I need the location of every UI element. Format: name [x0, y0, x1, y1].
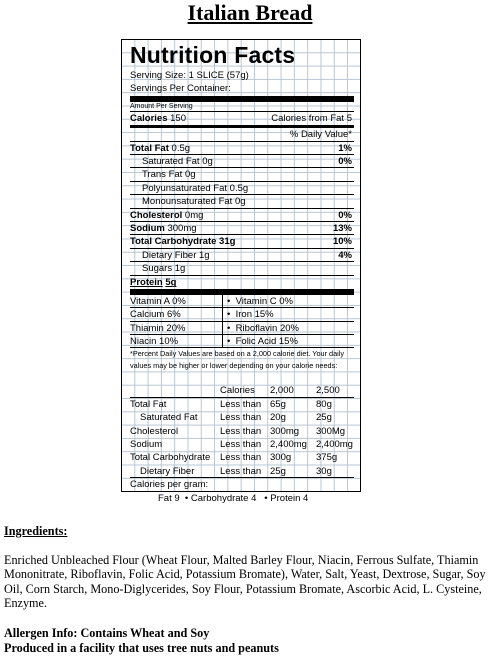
daily-table-row: Dietary Fiber Less than 25g 30g — [130, 465, 354, 478]
nutrient-cholesterol: Cholesterol 0mg 0% — [130, 209, 352, 221]
facility-note: Produced in a facility that uses tree nuts and peanuts — [4, 640, 279, 655]
allergen-info: Allergen Info: Contains Wheat and Soy — [4, 625, 210, 640]
calories-value: 150 — [170, 112, 186, 124]
daily-table-row: Cholesterol Less than 300mg 300Mg — [130, 425, 346, 437]
nutrient-total-carbohydrate: Total Carbohydrate 31g 10% — [130, 236, 352, 248]
calories-from-fat: Calories from Fat 5 — [271, 112, 352, 124]
per-gram-values: Fat 9 • Carbohydrate 4 • Protein 4 — [158, 492, 309, 504]
daily-table-row: Sodium Less than 2,400mg 2,400mg — [130, 438, 353, 450]
ingredients-text: Enriched Unbleached Flour (Wheat Flour, Malted Barley Flour, Niacin, Ferrous Sulfate, Thiamin Mononitrate, Riboflavin, Folic Acid, Potassium Bromate), Water, Salt, Yeast, Dextrose, Sugar, Soy Oil, Corn Starch, Mono-Diglycerides, Soy Flour, Potassium Bromate, Ascorbic Acid, L. Cysteine, Enzyme. — [4, 552, 486, 611]
vitamin-row: Vitamin A 0% • Vitamin C 0% — [130, 295, 354, 308]
nutrient-saturated-fat: Saturated Fat 0g 0% — [130, 155, 354, 168]
nutrient-polyunsaturated-fat: Polyunsaturated Fat 0.5g — [130, 182, 354, 195]
nutrient-trans-fat: Trans Fat 0g — [130, 168, 354, 181]
nutrition-facts-heading: Nutrition Facts — [130, 42, 296, 68]
nutrient-sodium: Sodium 300mg 13% — [130, 222, 352, 234]
ingredients-section — [4, 524, 496, 655]
amount-per-serving: Amount Per Serving — [130, 102, 354, 112]
serving-size: Serving Size: 1 SLICE (57g) — [130, 70, 249, 81]
servings-per-container: Servings Per Container: — [130, 83, 231, 95]
page-title: Italian Bread — [187, 0, 313, 25]
nutrient-sugars: Sugars 1g — [142, 263, 186, 275]
vitamin-row: Thiamin 20% • Riboflavin 20% — [130, 322, 354, 335]
daily-value-header: % Daily Value* — [130, 128, 354, 141]
daily-table-row: Saturated Fat Less than 20g 25g — [140, 412, 332, 424]
daily-table-header: Calories 2,000 2,500 — [130, 384, 354, 397]
nutrient-dietary-fiber: Dietary Fiber 1g 4% — [130, 249, 354, 262]
ingredients-heading: Ingredients: — [4, 524, 68, 538]
nutrient-monounsaturated-fat: Monounsaturated Fat 0g — [130, 195, 354, 208]
daily-table-row: Total Fat Less than 65g 80g — [130, 398, 332, 410]
nutrition-facts-panel — [121, 39, 361, 504]
calories-row — [130, 112, 354, 125]
vitamin-row: Calcium 6% • Iron 15% — [130, 308, 354, 321]
daily-table-row: Total Carbohydrate Less than 300g 375g — [130, 452, 338, 464]
daily-value-footnote: *Percent Daily Values are based on a 2,000 calorie diet. Your daily values may be higher or lower depending on your calorie needs: — [130, 349, 345, 371]
daily-values-table — [130, 384, 354, 478]
nutrient-total-fat: Total Fat 0.5g 1% — [130, 142, 352, 154]
calories-label: Calories — [130, 112, 168, 124]
vitamin-row: Niacin 10% • Folic Acid 15% — [130, 335, 354, 348]
calories-per-gram: Calories per gram: — [130, 479, 209, 491]
nutrient-protein: Protein 5g — [130, 275, 354, 288]
